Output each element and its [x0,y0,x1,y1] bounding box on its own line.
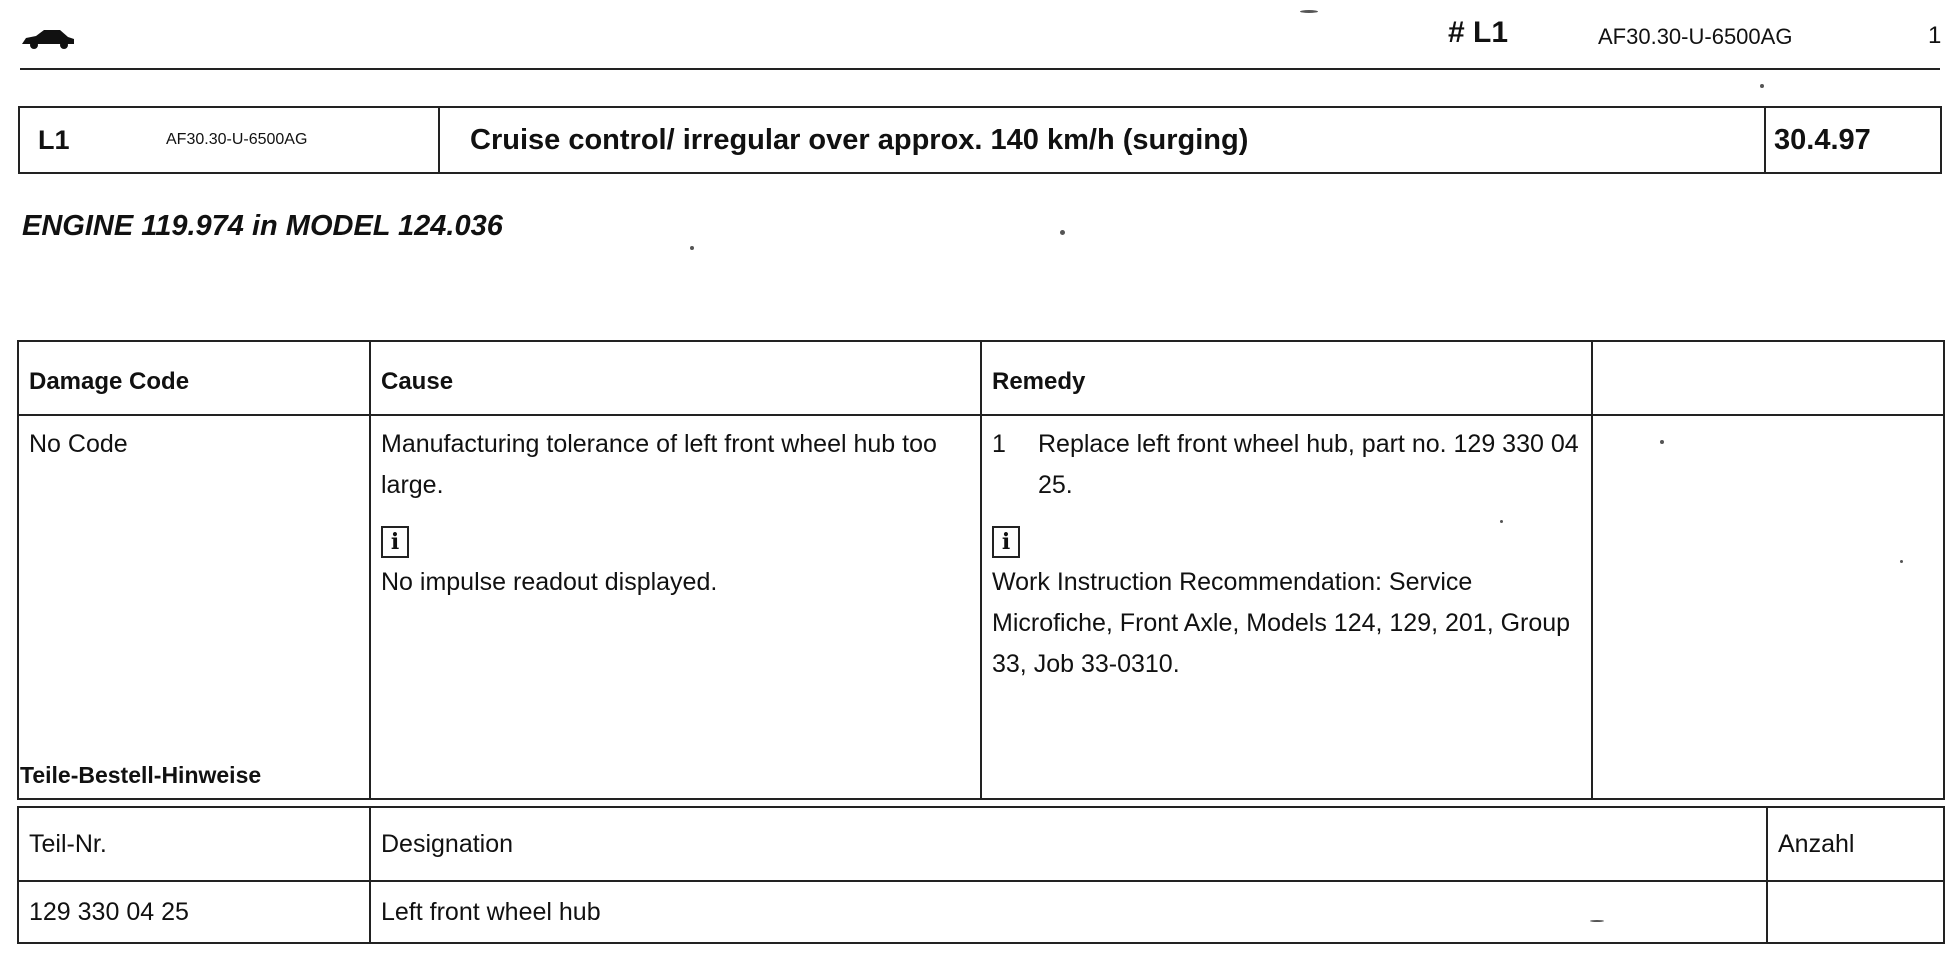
header-cause: Cause [370,341,981,415]
document-hash-code: # L1 [1448,16,1509,49]
header-quantity: Anzahl [1767,807,1944,881]
parts-table [17,806,1945,944]
table-header-row [18,341,1944,415]
remedy-step [992,424,1581,506]
parts-header-row [18,807,1944,881]
remedy-step-text: Replace left front wheel hub, part no. 129 330 04 25. [1038,430,1579,499]
parts-order-heading: Teile-Bestell-Hinweise [20,762,262,788]
complaint-title: Cruise control/ irregular over approx. 140 km/h (surging) [440,108,1766,172]
remedy-cell [981,415,1592,799]
remedy-info-text: Work Instruction Recommendation: Service Microfiche, Front Axle, Models 124, 129, 201, Group 33, Job 33-0310. [992,568,1571,678]
header-blank [1592,341,1944,415]
table-row [18,881,1944,943]
document-code: AF30.30-U-6500AG [1598,24,1793,49]
damage-code: No Code [29,430,128,458]
header-designation: Designation [370,807,1767,881]
car-icon [20,28,76,50]
engine-model-heading: ENGINE 119.974 in MODEL 124.036 [22,210,503,242]
designation-cell: Left front wheel hub [370,881,1767,943]
quantity-cell [1767,881,1944,943]
cause-text: Manufacturing tolerance of left front wheel hub too large. [381,430,937,499]
header-part-number: Teil-Nr. [18,807,370,881]
title-code: L1 [38,124,70,155]
cause-info-text: No impulse readout displayed. [381,568,718,596]
header-rule [20,68,1940,70]
title-doc-code: AF30.30-U-6500AG [166,131,308,148]
cause-cell [370,415,981,799]
info-icon: i [381,526,409,558]
page-number: 1 [1928,22,1942,49]
header-damage-code: Damage Code [18,341,370,415]
damage-table [17,340,1945,800]
document-date: 30.4.97 [1774,123,1871,156]
remedy-step-number: 1 [992,430,1006,458]
blank-cell [1592,415,1944,799]
title-bar [18,106,1942,174]
info-icon: i [992,526,1020,558]
title-code-cell [20,108,440,172]
table-row [18,415,1944,799]
damage-code-cell [18,415,370,799]
header-remedy: Remedy [981,341,1592,415]
part-number-cell: 129 330 04 25 [18,881,370,943]
